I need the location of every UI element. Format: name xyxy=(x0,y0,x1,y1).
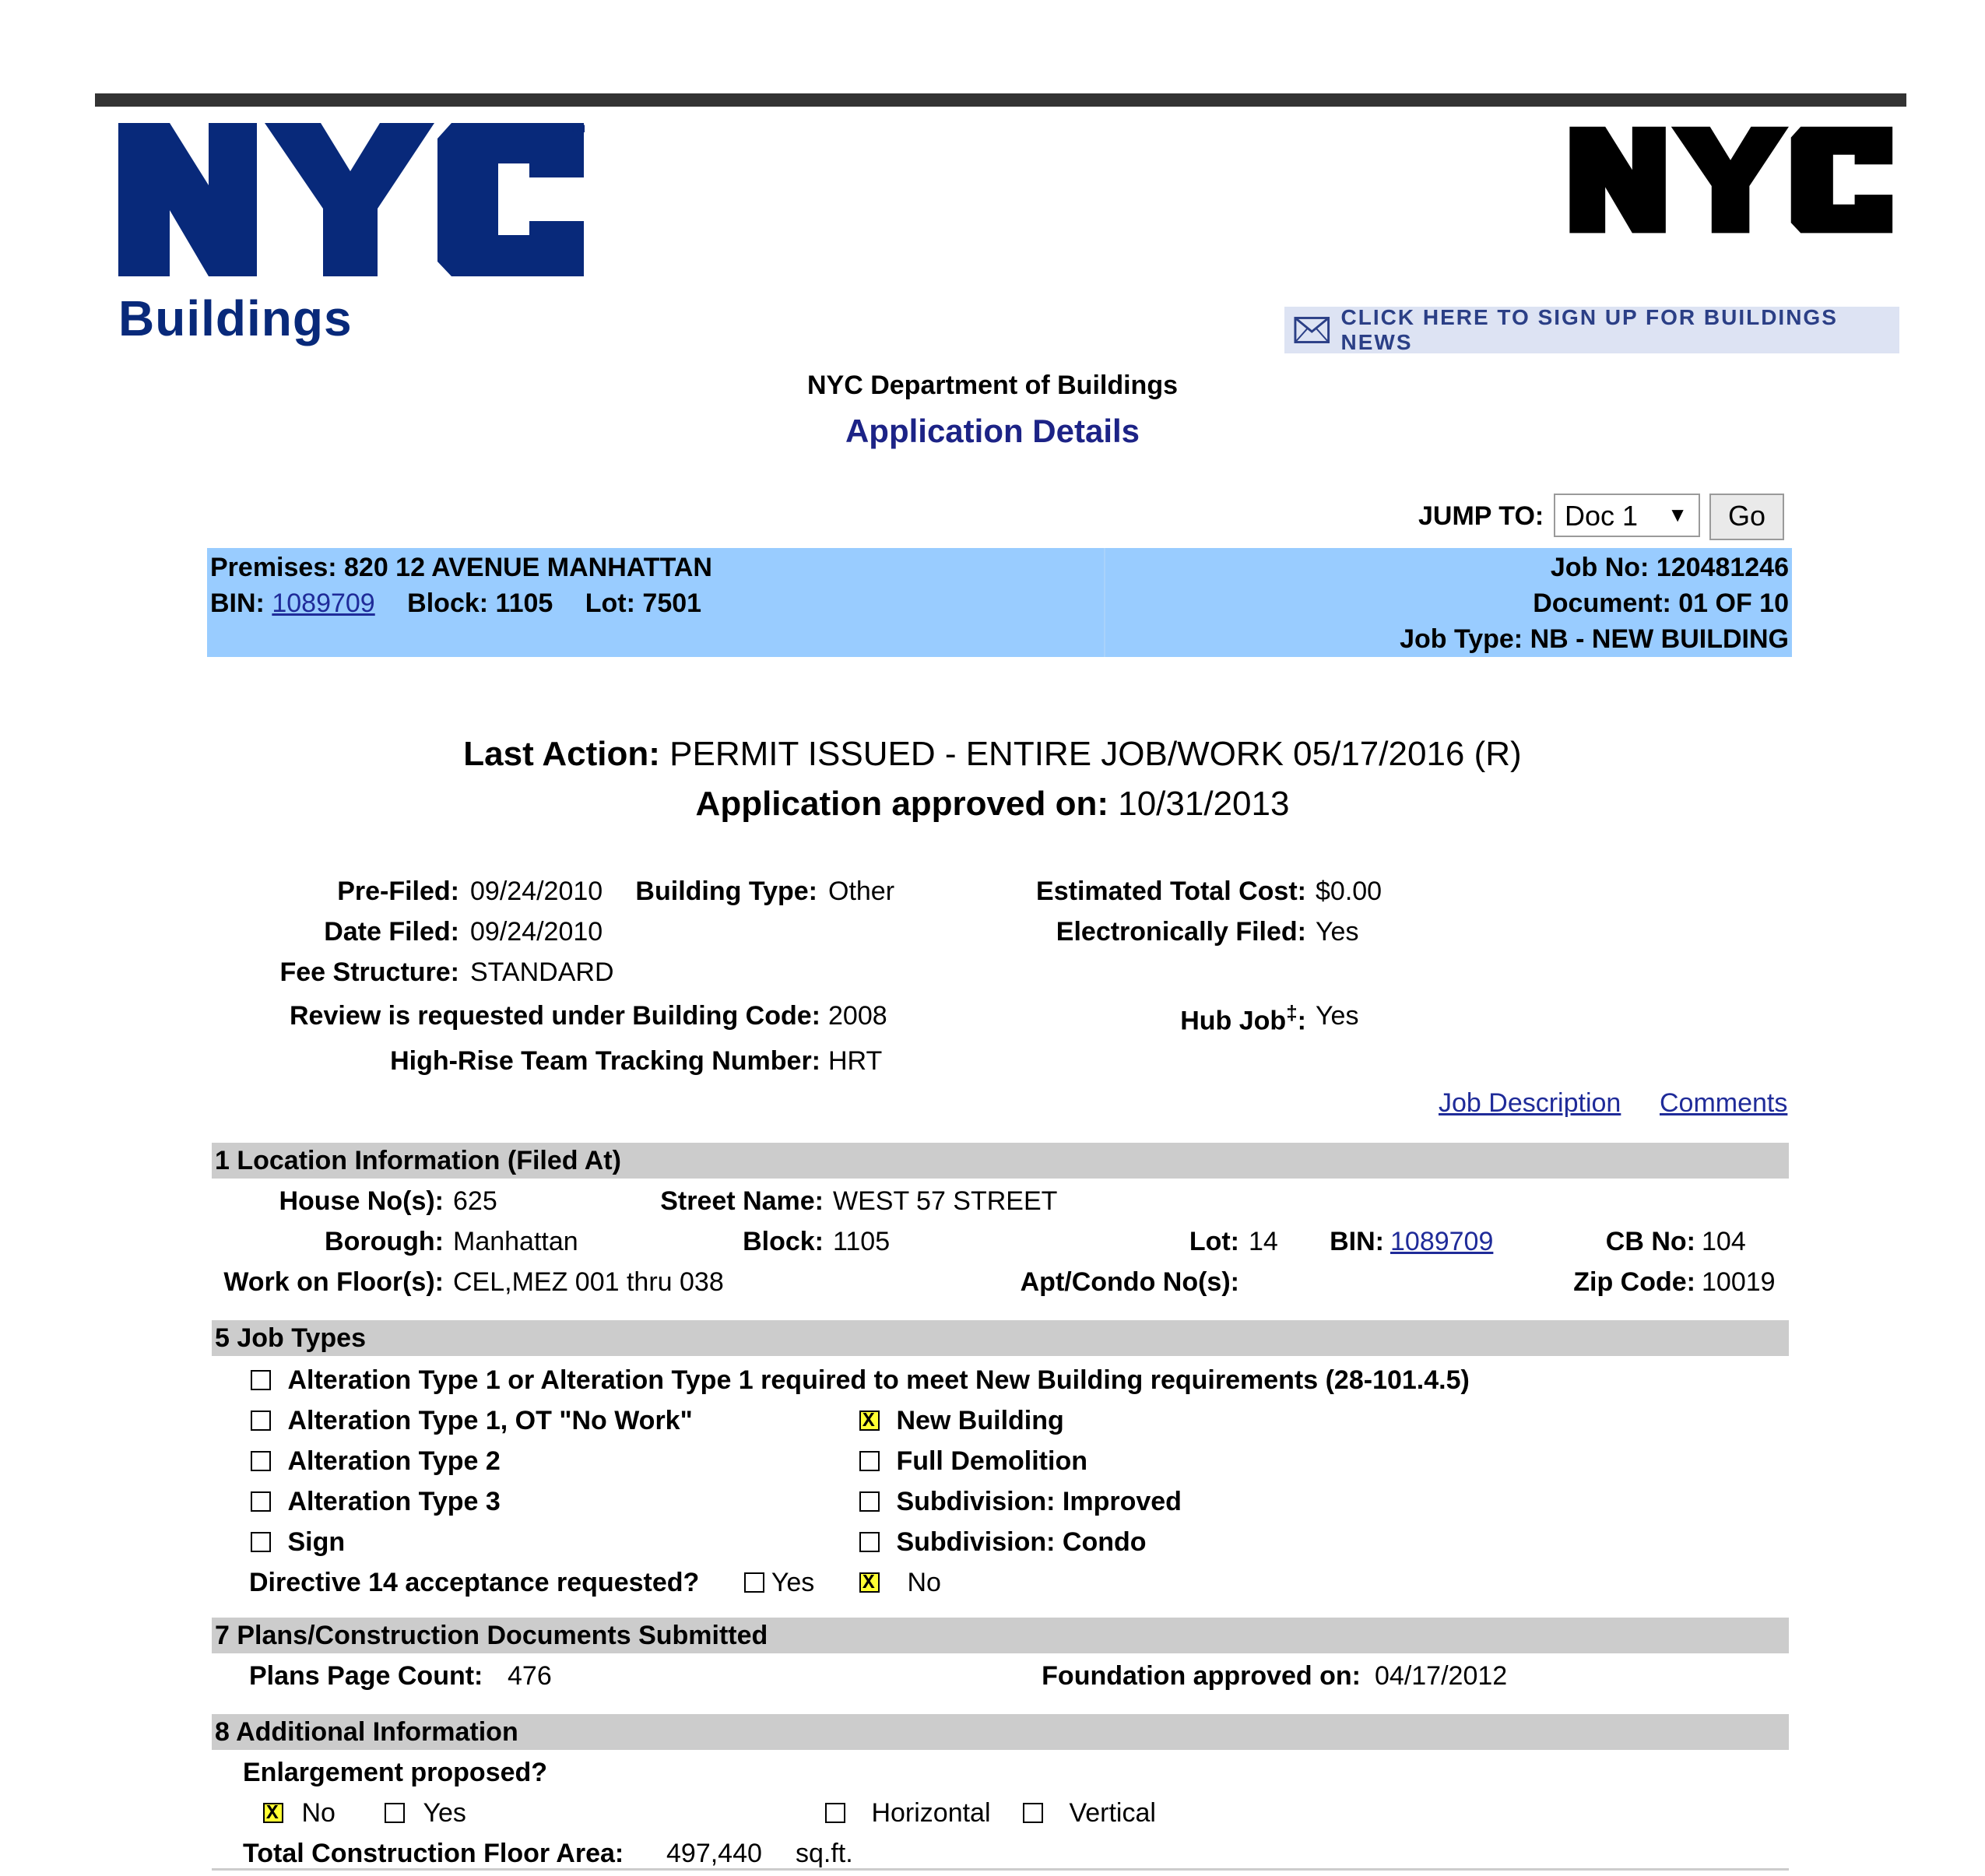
last-action-value: PERMIT ISSUED - ENTIRE JOB/WORK 05/17/2016 (R) xyxy=(669,735,1522,773)
directive-14-no xyxy=(859,1568,941,1598)
document-value: 01 OF 10 xyxy=(1678,588,1789,618)
estimated-cost-label: Estimated Total Cost: xyxy=(1036,877,1306,906)
checkbox-enlargement-no-checked[interactable] xyxy=(263,1803,283,1823)
date-filed-label: Date Filed: xyxy=(324,917,459,947)
enlargement-label: Enlargement proposed? xyxy=(243,1758,548,1787)
section-location-header: 1 Location Information (Filed At) xyxy=(212,1143,1789,1179)
approved-label: Application approved on: xyxy=(695,785,1108,823)
checkbox-vertical[interactable] xyxy=(1023,1803,1043,1823)
hub-job-value: Yes xyxy=(1316,1001,1359,1031)
floor-area-unit: sq.ft. xyxy=(796,1839,853,1868)
job-number-line xyxy=(1551,553,1789,583)
document-line xyxy=(1533,588,1789,619)
subdivision-improved-label: Subdivision: Improved xyxy=(896,1487,1182,1516)
job-type-full-demolition xyxy=(859,1446,1087,1477)
new-building-label: New Building xyxy=(896,1406,1064,1435)
borough-label: Borough: xyxy=(325,1227,444,1256)
checkbox-subdivision-condo[interactable] xyxy=(859,1532,880,1552)
fee-structure-label: Fee Structure: xyxy=(279,957,459,987)
alt2-label: Alteration Type 2 xyxy=(287,1446,501,1476)
lot-label-loc: Lot: xyxy=(1189,1227,1239,1256)
band-divider xyxy=(1104,548,1105,657)
job-type-subdivision-improved xyxy=(859,1487,1182,1517)
horizontal-label: Horizontal xyxy=(871,1798,991,1828)
zip-code-value: 10019 xyxy=(1702,1267,1776,1297)
job-description-link[interactable]: Job Description xyxy=(1439,1088,1621,1118)
hub-job-colon: : xyxy=(1297,1006,1306,1036)
floor-area-label: Total Construction Floor Area: xyxy=(243,1839,624,1868)
enlargement-vertical xyxy=(1023,1798,1156,1829)
house-number-label: House No(s): xyxy=(279,1186,444,1216)
svg-text:TM: TM xyxy=(570,122,586,135)
job-type-subdivision-condo xyxy=(859,1527,1147,1558)
checkbox-horizontal[interactable] xyxy=(825,1803,845,1823)
department-name: NYC Department of Buildings xyxy=(806,371,1179,400)
building-code-value: 2008 xyxy=(828,1001,887,1031)
bin-label: BIN: xyxy=(210,588,265,618)
apt-condo-label: Apt/Condo No(s): xyxy=(1020,1267,1239,1297)
sign-label: Sign xyxy=(287,1527,346,1557)
bin-block-lot-line xyxy=(210,588,701,619)
checkbox-sign[interactable] xyxy=(251,1532,271,1552)
job-type-alt1-nb xyxy=(251,1365,1470,1396)
section-additional-header: 8 Additional Information xyxy=(212,1714,1789,1750)
enlargement-no-label: No xyxy=(301,1798,336,1828)
checkbox-directive-no-checked[interactable] xyxy=(859,1572,880,1593)
floor-area-value: 497,440 xyxy=(666,1839,762,1868)
building-type-label: Building Type: xyxy=(635,877,817,906)
hrt-value: HRT xyxy=(828,1046,883,1076)
prefiled-label: Pre-Filed: xyxy=(337,877,459,906)
enlargement-yes xyxy=(385,1798,466,1829)
vertical-label: Vertical xyxy=(1069,1798,1156,1828)
lot-label: Lot: xyxy=(585,588,635,618)
job-type-line xyxy=(1400,624,1789,655)
street-name-value: WEST 57 STREET xyxy=(833,1186,1058,1216)
news-signup-text[interactable]: CLICK HERE TO SIGN UP FOR BUILDINGS NEWS xyxy=(1340,305,1838,354)
borough-value: Manhattan xyxy=(453,1227,578,1256)
building-code-label: Review is requested under Building Code: xyxy=(290,1001,820,1031)
building-type-value: Other xyxy=(828,877,895,906)
checkbox-directive-yes[interactable] xyxy=(744,1572,764,1593)
directive-no-label: No xyxy=(907,1568,941,1597)
job-no-label: Job No: xyxy=(1550,553,1649,582)
go-button[interactable]: Go xyxy=(1709,494,1784,540)
plans-page-count-value: 476 xyxy=(508,1661,552,1691)
directive-yes-label: Yes xyxy=(771,1568,815,1597)
checkbox-alt3[interactable] xyxy=(251,1491,271,1512)
double-dagger-mark: ‡ xyxy=(1286,1001,1298,1024)
job-type-label: Job Type: xyxy=(1400,624,1523,654)
bin-link-loc[interactable]: 1089709 xyxy=(1390,1227,1494,1256)
job-type-sign xyxy=(251,1527,345,1558)
section-job-types-header: 5 Job Types xyxy=(212,1320,1789,1356)
checkbox-alt1-ot[interactable] xyxy=(251,1411,271,1431)
checkbox-new-building-checked[interactable] xyxy=(859,1411,880,1431)
block-label-loc: Block: xyxy=(743,1227,824,1256)
directive-14-label: Directive 14 acceptance requested? xyxy=(249,1568,700,1597)
zip-code-label: Zip Code: xyxy=(1573,1267,1695,1297)
electronically-filed-value: Yes xyxy=(1316,917,1359,947)
subdivision-condo-label: Subdivision: Condo xyxy=(896,1527,1147,1557)
hrt-label: High-Rise Team Tracking Number: xyxy=(390,1046,820,1076)
alt1-ot-label: Alteration Type 1, OT "No Work" xyxy=(287,1406,693,1435)
news-signup-link[interactable] xyxy=(1284,307,1899,353)
approved-line xyxy=(0,785,1985,824)
nyc-logo-mark xyxy=(117,117,599,280)
section-plans-header: 7 Plans/Construction Documents Submitted xyxy=(212,1618,1789,1653)
job-no-value: 120481246 xyxy=(1656,553,1789,582)
premises-value: 820 12 AVENUE MANHATTAN xyxy=(344,553,712,582)
premises-line xyxy=(210,553,712,583)
directive-14-yes xyxy=(744,1568,814,1598)
job-type-alt2 xyxy=(251,1446,501,1477)
premises-label: Premises: xyxy=(210,553,337,582)
last-action-label: Last Action: xyxy=(463,735,660,773)
alt3-label: Alteration Type 3 xyxy=(287,1487,501,1516)
block-label: Block: xyxy=(407,588,489,618)
block-value: 1105 xyxy=(495,588,553,618)
hub-job-label-group xyxy=(1180,1001,1306,1036)
work-floors-label: Work on Floor(s): xyxy=(223,1267,444,1297)
jump-to-label: JUMP TO: xyxy=(1418,501,1544,531)
premises-band xyxy=(207,548,1792,657)
street-name-label: Street Name: xyxy=(660,1186,824,1216)
enlargement-yes-label: Yes xyxy=(423,1798,466,1828)
document-select-value: Doc 1 xyxy=(1565,500,1639,532)
estimated-cost-value: $0.00 xyxy=(1316,877,1382,906)
dropdown-arrow-icon: ▼ xyxy=(1667,503,1688,526)
envelope-icon xyxy=(1294,316,1330,344)
enlargement-no xyxy=(263,1798,336,1829)
logo-subtitle: Buildings xyxy=(118,290,353,346)
checkbox-full-demolition[interactable] xyxy=(859,1451,880,1471)
document-label: Document: xyxy=(1533,588,1671,618)
fee-structure-value: STANDARD xyxy=(470,957,614,987)
approved-value: 10/31/2013 xyxy=(1118,785,1290,823)
cb-number-value: 104 xyxy=(1702,1227,1746,1256)
house-number-value: 625 xyxy=(453,1186,497,1216)
enlargement-horizontal xyxy=(825,1798,991,1829)
full-demolition-label: Full Demolition xyxy=(896,1446,1087,1476)
prefiled-value: 09/24/2010 xyxy=(470,877,603,906)
date-filed-value: 09/24/2010 xyxy=(470,917,603,947)
document-select[interactable] xyxy=(1554,494,1700,537)
bin-link[interactable]: 1089709 xyxy=(272,588,375,618)
electronically-filed-label: Electronically Filed: xyxy=(1056,917,1306,947)
foundation-approved-label: Foundation approved on: xyxy=(1042,1661,1361,1691)
job-type-alt1-ot xyxy=(251,1406,693,1436)
bin-label-loc: BIN: xyxy=(1330,1227,1384,1256)
lot-value-loc: 14 xyxy=(1249,1227,1278,1256)
work-floors-value: CEL,MEZ 001 thru 038 xyxy=(453,1267,724,1297)
checkbox-subdivision-improved[interactable] xyxy=(859,1491,880,1512)
job-type-value: NB - NEW BUILDING xyxy=(1530,624,1789,654)
lot-value: 7501 xyxy=(642,588,702,618)
cb-number-label: CB No: xyxy=(1605,1227,1695,1256)
nyc-logo-right[interactable] xyxy=(1569,117,1903,245)
nyc-logo-right-mark xyxy=(1569,117,1903,241)
checkbox-enlargement-yes[interactable] xyxy=(385,1803,405,1823)
last-action-line xyxy=(0,735,1985,774)
job-type-alt3 xyxy=(251,1487,501,1517)
bottom-rule xyxy=(212,1868,1789,1871)
foundation-approved-value: 04/17/2012 xyxy=(1375,1661,1508,1691)
checkbox-alt2[interactable] xyxy=(251,1451,271,1471)
alt1-nb-label: Alteration Type 1 or Alteration Type 1 required to meet New Building requirements (28-101.4.5) xyxy=(287,1365,1470,1395)
top-rule xyxy=(95,93,1906,107)
hub-job-label: Hub Job xyxy=(1180,1006,1287,1036)
comments-link[interactable]: Comments xyxy=(1660,1088,1788,1118)
page-title: Application Details xyxy=(845,413,1140,449)
job-type-new-building xyxy=(859,1406,1064,1436)
nyc-buildings-logo[interactable] xyxy=(117,117,599,284)
plans-page-count-label: Plans Page Count: xyxy=(249,1661,483,1691)
checkbox-alt1-nb[interactable] xyxy=(251,1370,271,1390)
block-value-loc: 1105 xyxy=(833,1227,891,1256)
